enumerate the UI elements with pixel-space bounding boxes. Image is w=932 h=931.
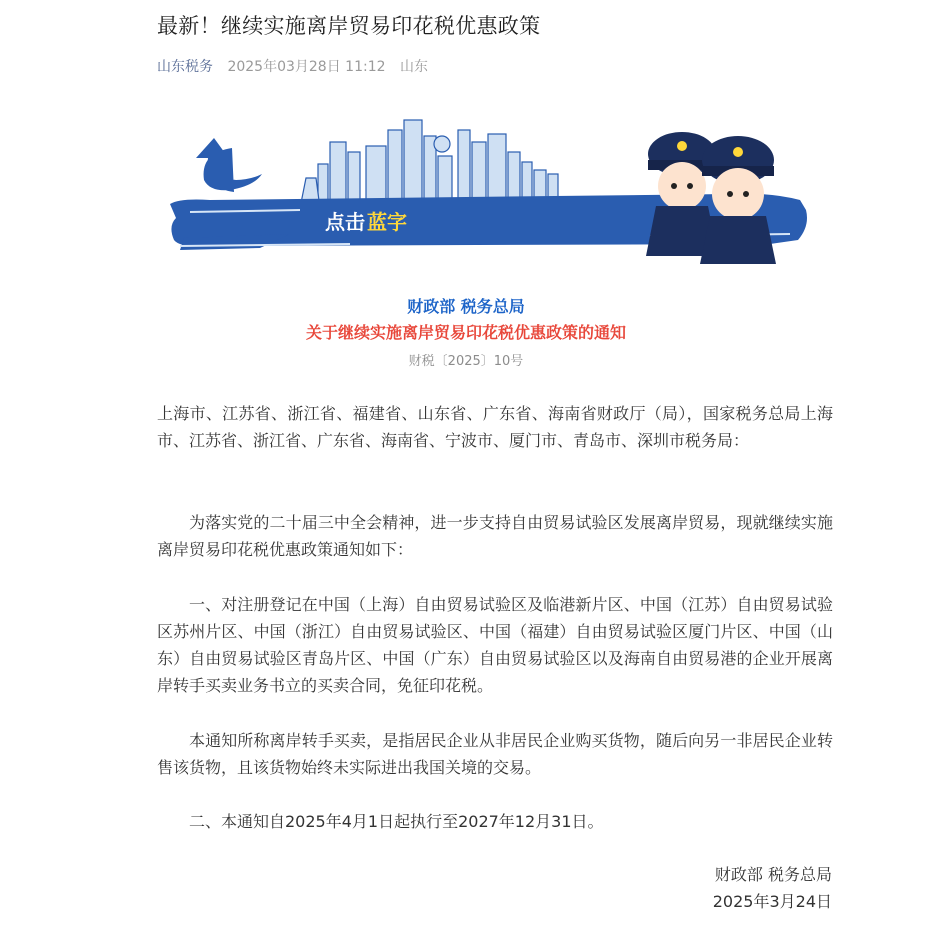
publish-time: 2025年03月28日 11:12 [227, 59, 386, 75]
signature-date: 2025年3月24日 [712, 892, 832, 911]
banner-text-prefix: 点击 [325, 210, 365, 234]
follow-banner[interactable] [170, 108, 810, 270]
paragraph-definition: 本通知所称离岸转手买卖，是指居民企业从非居民企业购买货物，随后向另一非居民企业转售该货物，且该货物始终未实际进出我国关境的交易。 [157, 731, 833, 777]
article-title: 最新！继续实施离岸贸易印花税优惠政策 [157, 14, 541, 38]
paragraph-intro: 为落实党的二十届三中全会精神，进一步支持自由贸易试验区发展离岸贸易，现就继续实施离岸贸易印花税优惠政策通知如下： [157, 513, 833, 559]
publish-location: 山东 [399, 59, 428, 75]
curved-arrow-icon [196, 138, 262, 192]
account-name-link[interactable]: 山东税务 [157, 59, 213, 75]
banner-illustration [170, 108, 810, 270]
notice-doc-number: 财税〔2025〕10号 [408, 354, 524, 369]
city-skyline [300, 120, 558, 208]
signature-issuer: 财政部 税务总局 [714, 865, 832, 884]
paragraph-item-two: 二、本通知自2025年4月1日起执行至2027年12月31日。 [189, 812, 604, 831]
notice-issuer: 财政部 税务总局 [407, 297, 525, 316]
paragraph-item-one: 一、对注册登记在中国（上海）自由贸易试验区及临港新片区、中国（江苏）自由贸易试验区苏州片区、中国（浙江）自由贸易试验区、中国（福建）自由贸易试验区厦门片区、中国（山东）自由贸易试验区青岛片区、中国（广东）自由贸易试验区以及海南自由贸易港的企业开展离岸转手买卖业务书立的买卖合同，免征印花税。 [157, 595, 833, 695]
notice-title: 关于继续实施离岸贸易印花税优惠政策的通知 [305, 323, 626, 342]
banner-text-highlight: 蓝字 [367, 210, 407, 234]
paragraph-recipients: 上海市、江苏省、浙江省、福建省、山东省、广东省、海南省财政厅（局），国家税务总局上海市、江苏省、浙江省、广东省、海南省、宁波市、厦门市、青岛市、深圳市税务局： [157, 404, 833, 450]
article-meta [157, 56, 428, 76]
